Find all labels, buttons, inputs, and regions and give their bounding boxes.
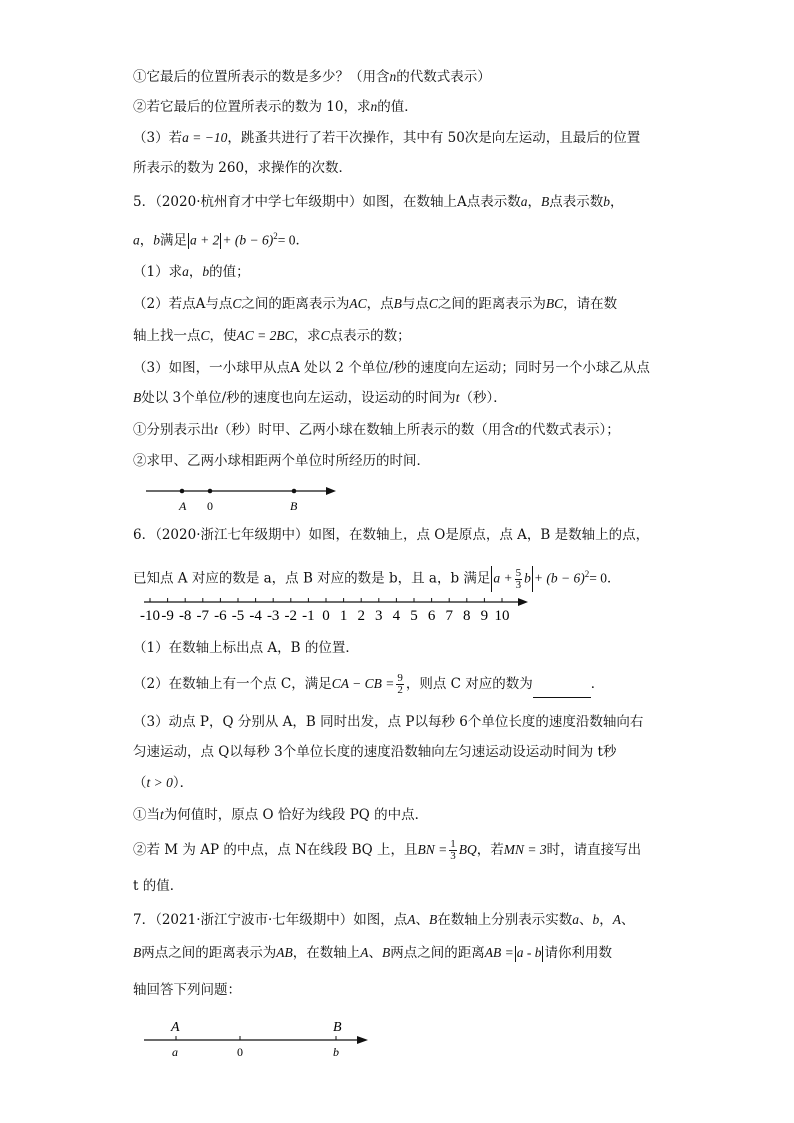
q6-fraction-9-2: $\frac{9}{2}$ [397, 672, 403, 696]
q5-part3-line2: B处以 3个单位/秒的速度也向左运动，设运动的时间为t（秒）． [133, 390, 507, 406]
q5-part1: （1）求a，b的值； [133, 264, 250, 280]
q6-tick-label: 9 [480, 608, 489, 624]
q5-number-line-figure [140, 480, 350, 516]
q6-sub2-line2: t 的值． [133, 878, 184, 894]
q5-part3-line1: （3）如图，一小球甲从点A 处以 2 个单位/秒的速度向左运动；同时另一个小球乙从点 [133, 360, 650, 376]
q6-tick-label: -1 [302, 608, 315, 624]
q6-tick-label: 4 [392, 608, 401, 624]
q6-tick-label: -8 [178, 608, 192, 624]
q6-sub1: ①当t为何值时，原点 O 恰好为线段 PQ 的中点． [133, 807, 429, 823]
q6-tick-label: 2 [357, 608, 365, 624]
q5-label-b: B [290, 499, 298, 513]
q6-tick-label: 0 [322, 608, 330, 624]
q4-sub1: ①它最后的位置所表示的数是多少？（用含n的代数式表示） [133, 69, 491, 85]
q5-label-a: A [179, 499, 187, 513]
q6-title: 6．（2020·浙江七年级期中）如图，在数轴上，点 O是原点，点 A，B 是数轴上的点， [133, 527, 650, 543]
q4-part3-line2: 所表示的数为 260，求操作的次数． [133, 160, 353, 176]
q5-condition: a，b满足 $a + 2 + (b - 6)^2= 0$． [133, 231, 309, 249]
q7-number-line-figure [140, 1014, 380, 1062]
q5-sub1: ①分别表示出t（秒）时甲、乙两小球在数轴上所表示的数（用含t的代数式表示）； [133, 422, 620, 438]
q6-part3-line2: 匀速运动，点 Q以每秒 3个单位长度的速度沿数轴向左匀速运动设运动时间为 t秒 [133, 744, 617, 760]
q6-axis-arrow [518, 598, 528, 606]
q6-tick-label: 5 [410, 608, 418, 624]
q5-title: 5．（2020·杭州育才中学七年级期中）如图，在数轴上A点表示数a，B点表示数b， [133, 194, 624, 210]
q5-part2-line2: 轴上找一点C，使AC = 2BC，求C点表示的数； [133, 328, 411, 344]
q6-tick-label: -6 [214, 608, 227, 624]
q6-part3-line3: （t > 0）． [133, 775, 194, 791]
q6-tick-label: -2 [284, 608, 298, 624]
q6-tick-label: 7 [445, 608, 453, 624]
q6-tick-label: -10 [140, 608, 160, 624]
q5-point-a-dot [180, 489, 185, 494]
q5-part2-line1: （2）若点A与点C之间的距离表示为AC，点B与点C之间的距离表示为BC，请在数 [133, 296, 618, 312]
q6-fraction-5-3: $\frac{5}{3}$ [515, 566, 522, 591]
q5-point-zero-dot [208, 489, 213, 494]
q6-tick-label: 6 [427, 608, 436, 624]
q6-tick-label: -3 [266, 608, 280, 624]
q7-lower-label-zero: 0 [237, 1045, 243, 1059]
q6-number-line-figure [128, 596, 538, 626]
q6-part1: （1）在数轴上标出点 A，B 的位置． [133, 640, 359, 656]
q6-tick-label: 3 [375, 608, 383, 624]
q7-line2: B两点之间的距离表示为AB，在数轴上A、B两点之间的距离AB = a - b 请你利用数 [133, 945, 612, 961]
q4-part3-line1: （3）若a = −10，跳蚤共进行了若干次操作，其中有 50次是向左运动，且最后的位置 [133, 130, 641, 146]
q7-lower-label-a: a [172, 1045, 178, 1059]
q6-tick-label: -4 [249, 608, 262, 624]
q6-part3-line1: （3）动点 P，Q 分别从 A，B 同时出发，点 P以每秒 6个单位长度的速度沿数轴向右 [133, 714, 644, 730]
q6-tick-label: -7 [196, 608, 210, 624]
q6-tick-label: 8 [463, 608, 471, 624]
q6-tick-label: -9 [161, 608, 174, 624]
q6-tick-label: 10 [494, 608, 510, 624]
q6-tick-label: 1 [339, 608, 348, 624]
q6-fraction-1-3: $\frac{1}{3}$ [450, 838, 456, 862]
q4-sub2: ②若它最后的位置所表示的数为 10，求n的值． [133, 99, 418, 115]
q7-axis-arrow [357, 1036, 368, 1044]
q6-part2: （2）在数轴上有一个点 C，满足CA − CB = $\frac{9}{2}$ ，则点 C 对应的数为 ． [133, 672, 605, 696]
q7-upper-label-a: A [171, 1020, 180, 1035]
q5-sub2: ②求甲、乙两小球相距两个单位时所经历的时间． [133, 453, 430, 469]
q7-upper-label-b: B [333, 1020, 342, 1035]
q6-tick-label: -5 [231, 608, 245, 624]
q7-lower-label-b: b [333, 1045, 339, 1059]
q7-title: 7．（2021·浙江宁波市·七年级期中）如图，点A、B在数轴上分别表示实数a、b，A、 [133, 912, 635, 928]
q5-axis-arrow [326, 487, 336, 495]
q5-label-zero: 0 [207, 499, 213, 513]
q6-answer-blank[interactable] [533, 683, 591, 698]
q5-point-b-dot [292, 489, 297, 494]
q6-condition: 已知点 A 对应的数是 a，点 B 对应的数是 b，且 a，b 满足 a + $\frac{5}{3}$ $b + (b - 6)^2= 0$． [133, 566, 621, 591]
q6-sub2-line1: ②若 M 为 AP 的中点，点 N在线段 BQ 上，且BN = $\frac{1}{3}$ BQ，若MN = 3时，请直接写出 [133, 838, 642, 862]
q7-line3: 轴回答下列问题： [133, 982, 241, 998]
